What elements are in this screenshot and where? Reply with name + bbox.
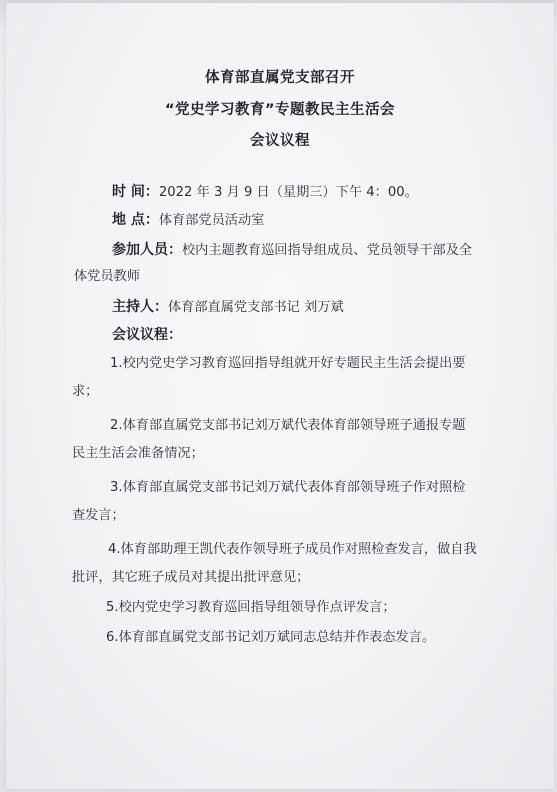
title-line-1: 体育部直属党支部召开 [205, 70, 355, 86]
attendees-label: 参加人员： [112, 242, 182, 258]
time-row [112, 182, 418, 203]
agenda-item-2-continued: 民主生活会准备情况； [72, 446, 204, 461]
agenda-item-1-continued: 求； [72, 384, 99, 399]
agenda-item-4: 4.体育部助理王凯代表作领导班子成员作对照检查发言，做自我 [108, 542, 477, 557]
title-line-2: “党史学习教育”专题教民主生活会 [164, 102, 396, 118]
agenda-item-4-continued: 批评，其它班子成员对其提出批评意见； [72, 570, 310, 585]
place-label: 地 点： [112, 212, 159, 228]
host-value: 体育部直属党支部书记 刘万斌 [168, 300, 344, 315]
agenda-item-6: 6.体育部直属党支部书记刘万斌同志总结并作表态发言。 [106, 630, 436, 645]
agenda-item-3: 3.体育部直属党支部书记刘万斌代表体育部领导班子作对照检 [110, 480, 466, 495]
agenda-heading: 会议议程： [112, 327, 182, 343]
attendees-continued: 体党员教师 [74, 269, 140, 284]
agenda-item-3-continued: 查发言； [72, 508, 125, 523]
agenda-item-2: 2.体育部直属党支部书记刘万斌代表体育部领导班子通报专题 [110, 418, 466, 433]
attendees-value: 校内主题教育巡回指导组成员、党员领导干部及全 [182, 243, 473, 258]
place-value: 体育部党员活动室 [158, 213, 265, 228]
title-line-3: 会议议程 [250, 133, 310, 149]
place-row [112, 210, 264, 231]
agenda-item-5: 5.校内党史学习教育巡回指导组领导作点评发言； [106, 600, 396, 615]
attendees-row [112, 240, 472, 261]
time-value: 2022 年 3 月 9 日（星期三）下午 4：00。 [158, 185, 418, 200]
document-page [6, 3, 554, 789]
host-label: 主持人： [112, 299, 168, 315]
time-label: 时 间： [112, 184, 159, 200]
agenda-item-1: 1.校内党史学习教育巡回指导组就开好专题民主生活会提出要 [110, 356, 466, 371]
host-row [112, 297, 344, 318]
